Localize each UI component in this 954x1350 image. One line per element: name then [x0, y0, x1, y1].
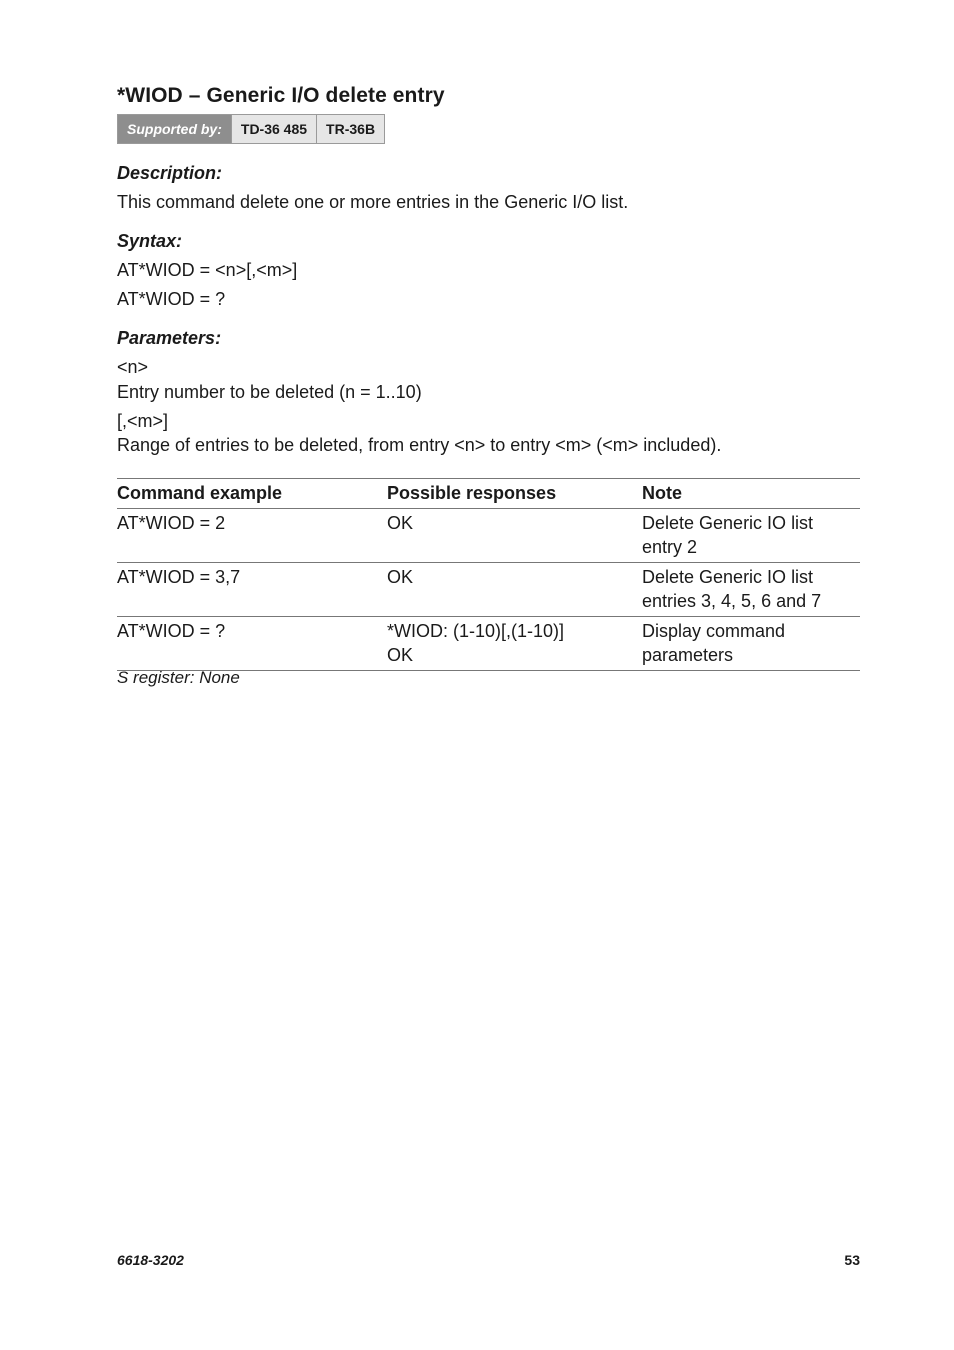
table-header-row: [117, 479, 860, 509]
supported-by-label: Supported by:: [118, 115, 231, 143]
column-header: Command example: [117, 479, 387, 509]
note-line: parameters: [642, 645, 734, 665]
note-line: Delete Generic IO list: [642, 567, 814, 587]
command-table: [117, 478, 860, 671]
note-line: Delete Generic IO list: [642, 513, 814, 533]
note-line: entry 2: [642, 537, 698, 557]
response-cell: [387, 563, 642, 617]
syntax-line: AT*WIOD = ?: [117, 289, 226, 309]
description-heading: Description:: [117, 163, 223, 183]
parameter-description: Entry number to be deleted (n = 1..10): [117, 382, 422, 402]
s-register-note: S register: None: [117, 668, 240, 687]
note-cell: [642, 509, 860, 563]
note-cell: [642, 563, 860, 617]
table-row: [117, 563, 860, 617]
column-header: Possible responses: [387, 479, 642, 509]
response-line: OK: [387, 645, 414, 665]
note-line: entries 3, 4, 5, 6 and 7: [642, 591, 822, 611]
command-cell: AT*WIOD = ?: [117, 617, 387, 671]
syntax-line: AT*WIOD = <n>[,<m>]: [117, 260, 298, 280]
document-number: 6618-3202: [117, 1252, 184, 1268]
table-row: [117, 509, 860, 563]
command-cell: AT*WIOD = 3,7: [117, 563, 387, 617]
supported-by-bar: [117, 114, 385, 144]
page-title: *WIOD – Generic I/O delete entry: [117, 84, 445, 107]
product-badge: TD-36 485: [231, 115, 316, 143]
response-line: OK: [387, 513, 414, 533]
page-number: 53: [844, 1252, 860, 1268]
parameter-name: <n>: [117, 357, 149, 377]
response-line: OK: [387, 567, 414, 587]
parameters-heading: Parameters:: [117, 328, 222, 348]
table-row: [117, 617, 860, 671]
syntax-heading: Syntax:: [117, 231, 183, 251]
description-text: This command delete one or more entries in the Generic I/O list.: [117, 192, 629, 212]
response-cell: [387, 617, 642, 671]
note-cell: [642, 617, 860, 671]
command-cell: AT*WIOD = 2: [117, 509, 387, 563]
product-badge: TR-36B: [316, 115, 384, 143]
response-cell: [387, 509, 642, 563]
parameter-description: Range of entries to be deleted, from entry <n> to entry <m> (<m> included).: [117, 435, 722, 455]
note-line: Display command: [642, 621, 786, 641]
column-header: Note: [642, 479, 860, 509]
response-line: *WIOD: (1-10)[,(1-10)]: [387, 621, 565, 641]
parameter-name: [,<m>]: [117, 411, 169, 431]
